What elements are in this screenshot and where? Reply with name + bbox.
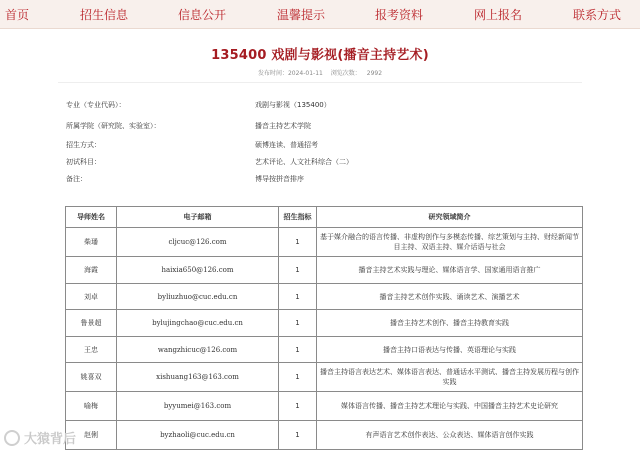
top-navigation: [0, 0, 640, 29]
tutor-quota: 1: [279, 228, 317, 257]
tutor-email[interactable]: byliuzhuo@cuc.edu.cn: [117, 284, 279, 310]
nav-disclosure[interactable]: 信息公开: [178, 8, 227, 22]
title-divider: [58, 82, 582, 83]
publish-info: [258, 70, 323, 77]
tutor-email[interactable]: cljcuc@126.com: [117, 228, 279, 257]
page-title: 135400 戏剧与影视(播音主持艺术): [211, 48, 429, 63]
article-meta: [0, 68, 640, 77]
header-email: 电子邮箱: [117, 207, 279, 228]
info-value-college: 播音主持艺术学院: [255, 122, 311, 130]
info-label-method: 招生方式：: [66, 141, 101, 149]
watermark: [4, 428, 76, 447]
tutor-research: 有声语言艺术创作表达、公众表达、媒体语言创作实践: [317, 421, 583, 450]
tutor-name: 鲁景超: [66, 310, 117, 337]
views-count: 2992: [366, 70, 383, 77]
tutor-research: 播音主持口语表达与传播、英语理论与实践: [317, 337, 583, 363]
info-value-remarks: 博导按拼音排序: [255, 175, 304, 183]
table-row: [66, 337, 583, 363]
tutor-name: 王忠: [66, 337, 117, 363]
table-row: [66, 310, 583, 337]
tutor-name: 刘卓: [66, 284, 117, 310]
tutor-name: 海霞: [66, 257, 117, 284]
tutor-email[interactable]: wangzhicuc@126.com: [117, 337, 279, 363]
tutor-research: 播音主持艺术创作实践、诵读艺术、演播艺术: [317, 284, 583, 310]
info-label-remarks: 备注：: [66, 175, 87, 183]
watermark-logo-icon: [4, 430, 20, 446]
tutor-research: 播音主持艺术创作、播音主持教育实践: [317, 310, 583, 337]
tutor-quota: 1: [279, 257, 317, 284]
publish-date: 2024-01-11: [287, 70, 323, 77]
tutor-research: 播音主持语言表达艺术、媒体语言表达、普通话水平测试、播音主持发展历程与创作实践: [317, 363, 583, 392]
info-label-major: 专业（专业代码）：: [66, 101, 126, 109]
tutor-name: 柴璠: [66, 228, 117, 257]
tutor-name: 喻梅: [66, 392, 117, 421]
nav-contact[interactable]: 联系方式: [573, 8, 622, 22]
tutor-research: 媒体语言传播、播音主持艺术理论与实践、中国播音主持艺术史论研究: [317, 392, 583, 421]
info-label-exam: 初试科目：: [66, 158, 101, 166]
table-row: [66, 363, 583, 392]
nav-registration[interactable]: 网上报名: [474, 8, 523, 22]
header-research: 研究领域简介: [317, 207, 583, 228]
tutor-email[interactable]: byyumei@163.com: [117, 392, 279, 421]
tutor-quota: 1: [279, 337, 317, 363]
tutor-quota: 1: [279, 421, 317, 450]
info-value-method: 硕博连读、普通招考: [255, 141, 318, 149]
nav-admissions[interactable]: 招生信息: [80, 8, 129, 22]
watermark-text: 大猿背后: [24, 432, 77, 447]
tutor-research: 播音主持艺术实践与理论、媒体语言学、国家通用语言推广: [317, 257, 583, 284]
nav-materials[interactable]: 报考资料: [375, 8, 424, 22]
nav-home[interactable]: 首页: [5, 8, 30, 22]
tutor-email[interactable]: bylujingchao@cuc.edu.cn: [117, 310, 279, 337]
views-label: 浏览次数：: [330, 70, 361, 77]
table-row: [66, 257, 583, 284]
tutor-email[interactable]: xishuang163@163.com: [117, 363, 279, 392]
tutor-name: 赵俐: [66, 421, 117, 450]
header-tutor-name: 导师姓名: [66, 207, 117, 228]
tutor-table: [65, 206, 583, 450]
views-info: [331, 70, 382, 77]
tutor-name: 姚喜双: [66, 363, 117, 392]
info-value-major: 戏剧与影视（135400）: [255, 101, 331, 109]
tutor-quota: 1: [279, 284, 317, 310]
tutor-quota: 1: [279, 392, 317, 421]
table-header-row: [66, 207, 583, 228]
header-quota: 招生指标: [279, 207, 317, 228]
table-row: [66, 421, 583, 450]
info-value-exam: 艺术评论、人文社科综合（二）: [255, 158, 353, 166]
table-row: [66, 392, 583, 421]
table-row: [66, 228, 583, 257]
publish-label: 发布时间：: [257, 70, 288, 77]
tutor-quota: 1: [279, 310, 317, 337]
tutor-quota: 1: [279, 363, 317, 392]
tutor-email[interactable]: byzhaoli@cuc.edu.cn: [117, 421, 279, 450]
nav-tips[interactable]: 温馨提示: [277, 8, 326, 22]
tutor-research: 基于媒介融合的语言传播、非虚构创作与多模态传播、综艺策划与主持、财经新闻节目主持、双语主持、媒介话语与社会: [317, 228, 583, 257]
info-label-college: 所属学院（研究院、实验室）：: [66, 122, 161, 130]
tutor-email[interactable]: haixia650@126.com: [117, 257, 279, 284]
table-row: [66, 284, 583, 310]
